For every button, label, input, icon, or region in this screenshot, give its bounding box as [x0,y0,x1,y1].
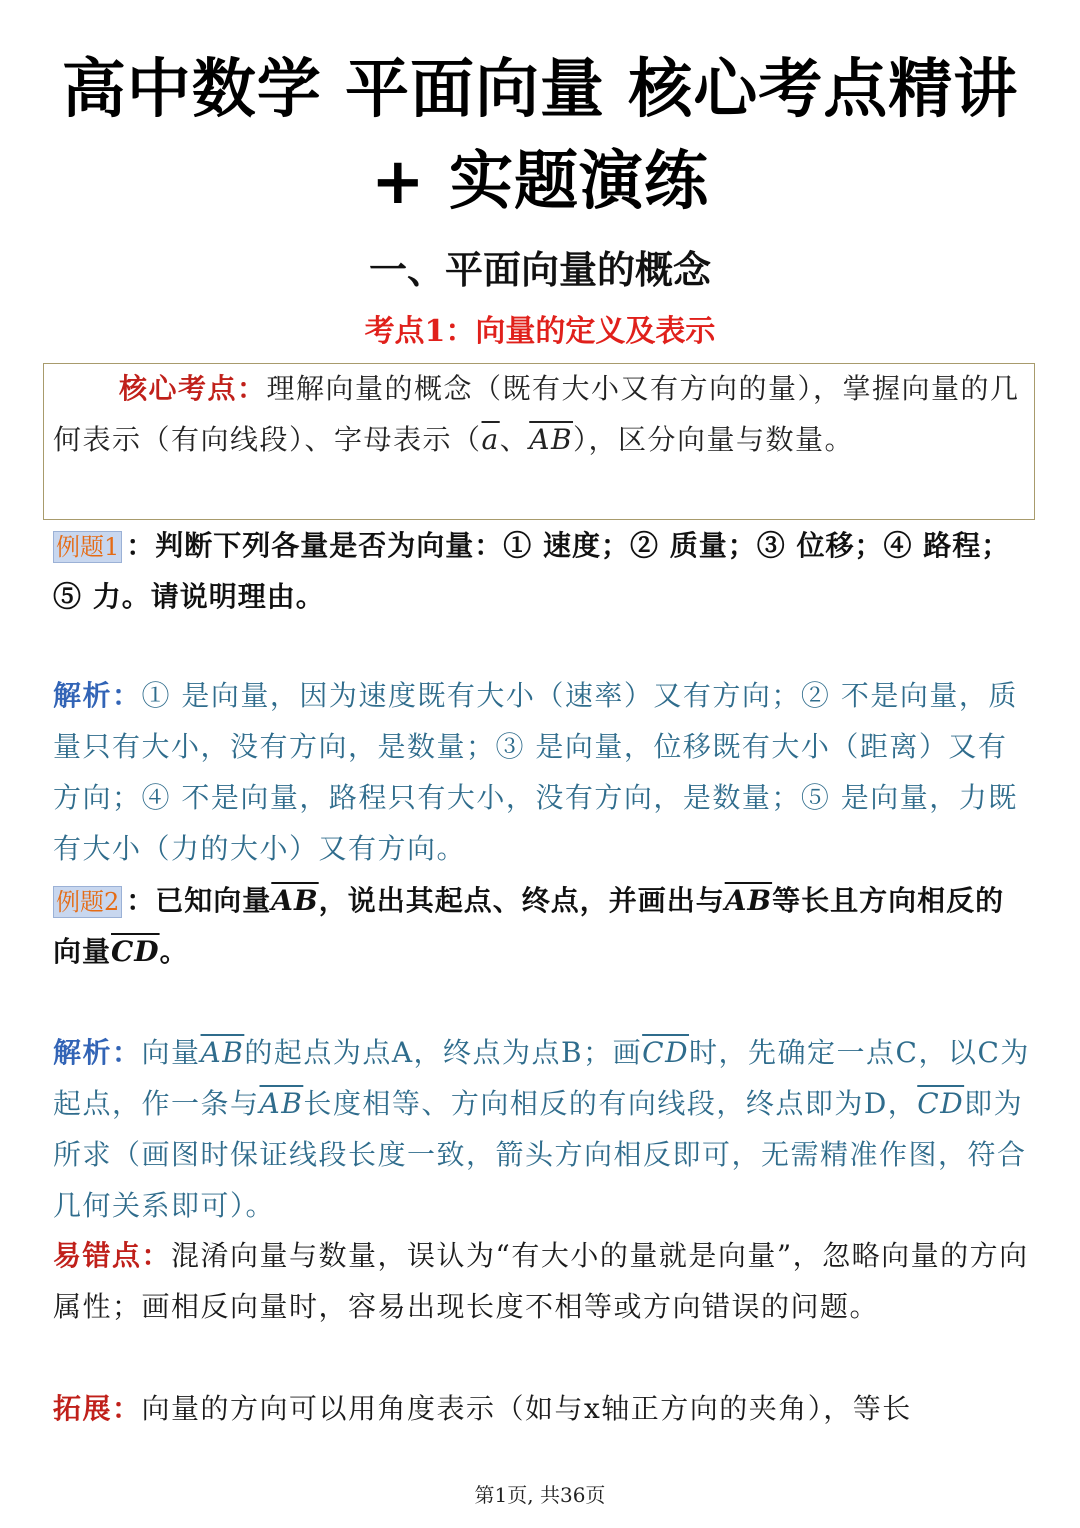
section-heading: 一、平面向量的概念 [368,247,711,292]
example2-a3: 时，先确定一点C，以C为起点，作一条与 [53,1036,1030,1120]
example2-q4: 。 [159,935,189,968]
example2-a1: 向量 [141,1036,201,1069]
example1-answer [53,670,1033,874]
mistake-text: 混淆向量与数量，误认为“有大小的量就是向量”，忽略向量的方向属性；画相反向量时，容易出现长度不相等或方向错误的问题。 [53,1239,1029,1323]
extension-label: 拓展： [53,1392,142,1425]
mistake-label: 易错点： [53,1239,172,1272]
vector-cd-symbol: $\overline{CD}$ [917,1087,965,1120]
example2-q3: 等长且方向相反的向量 [53,884,1005,968]
page-title-line-2: + 实题演练 [371,145,709,219]
vector-ab-symbol: $\overline{AB}$ [259,1087,304,1120]
example2-a5: 即为所求（画图时保证线段长度一致，箭头方向相反即可，无需精准作图，符合几何关系即可）。 [53,1087,1027,1222]
core-point-text-b: ），区分向量与数量。 [573,423,855,456]
example2-q2: ，说出其起点、终点，并画出与 [318,884,725,917]
example1-answer-text: ① 是向量，因为速度既有大小（速率）又有方向；② 不是向量，质量只有大小，没有方向，是数量；③ 是向量，位移既有大小（距离）又有方向；④ 不是向量，路程只有大小，没有方向，是数量；⑤ 是向量，力既有大小（力的大小）又有方向。 [53,679,1018,865]
vector-a-symbol: $\overline{a}$ [481,423,500,456]
example1-tag: 例题1 [53,531,122,563]
mistake-paragraph [53,1230,1033,1332]
vector-cd-symbol: $\overline{CD}$ [111,935,160,968]
vector-ab-symbol: $\overline{AB}$ [724,884,773,917]
example1-question-text: ：判断下列各量是否为向量：① 速度；② 质量；③ 位移；④ 路程；⑤ 力。请说明理由。 [53,529,1011,613]
extension-text: 向量的方向可以用角度表示（如与x轴正方向的夹角），等长 [141,1392,912,1425]
example2-q1: ：已知向量 [126,884,272,917]
vector-ab-symbol: $\overline{AB}$ [200,1036,245,1069]
core-point-text-a: 理解向量的概念（既有大小又有方向的量），掌握向量的几何表示（有向线段）、字母表示（ [53,372,1020,456]
core-point-label: 核心考点： [119,372,267,405]
page-title-line-1: 高中数学 平面向量 核心考点精讲 [61,53,1019,127]
example1-question [53,520,1033,622]
vector-cd-symbol: $\overline{CD}$ [642,1036,690,1069]
example2-tag: 例题2 [53,886,122,918]
example2-answer [53,1027,1033,1231]
example2-question [53,875,1033,977]
example2-a2: 的起点为点A，终点为点B；画 [244,1036,643,1069]
example1-answer-label: 解析： [53,679,142,712]
extension-paragraph [53,1383,1033,1434]
vector-ab-symbol: $\overline{AB}$ [271,884,319,917]
page-number: 第1页, 共36页 [474,1483,606,1507]
vector-ab-symbol: $\overline{AB}$ [529,423,574,456]
core-point-paragraph [53,363,1028,465]
example2-a4: 长度相等、方向相反的有向线段，终点即为D， [303,1087,918,1120]
topic-heading: 考点1：向量的定义及表示 [364,314,716,349]
example2-answer-label: 解析： [53,1036,142,1069]
core-point-sep: 、 [499,423,530,456]
